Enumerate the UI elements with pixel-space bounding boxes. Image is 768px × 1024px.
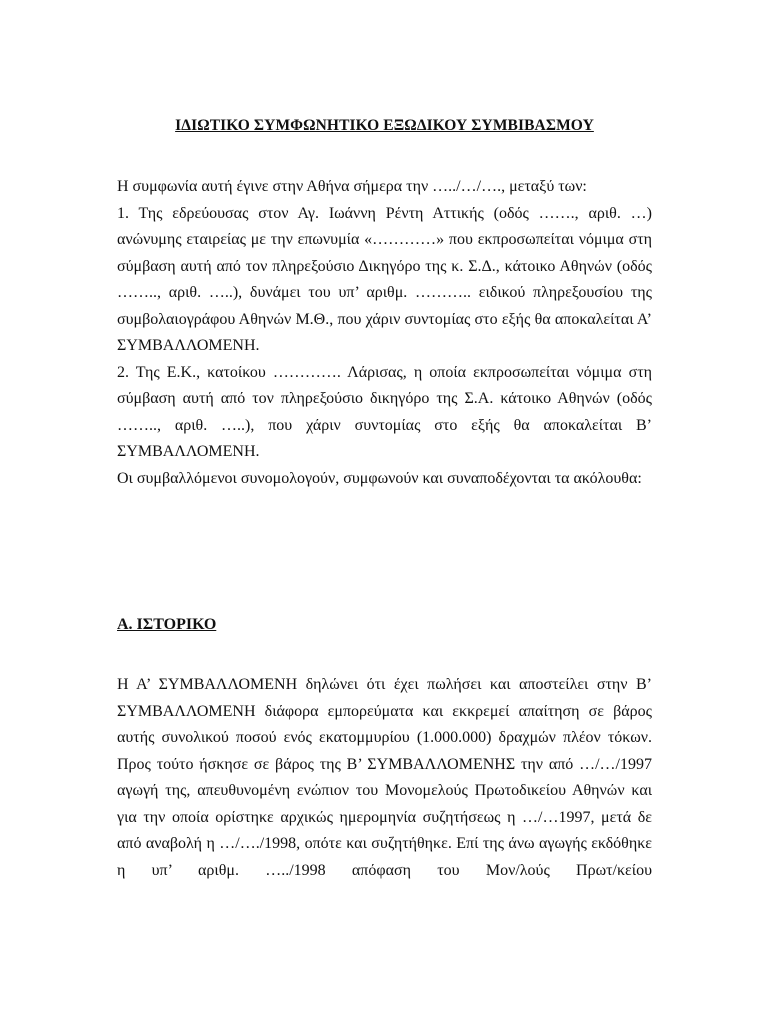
intro-paragraph: Η συμφωνία αυτή έγινε στην Αθήνα σήμερα την …../…/…., μεταξύ των: bbox=[117, 178, 587, 195]
section-a-paragraph: Η Α’ ΣΥΜΒΑΛΛΟΜΕΝΗ δηλώνει ότι έχει πωλήσει και αποστείλει στην Β’ ΣΥΜΒΑΛΛΟΜΕΝΗ διάφορα εμπορεύματα και εκκρεμεί απαίτηση σε βάρος αυτής συνολικού ποσού ενός εκατομμυρίου (1.000.000) δραχμών πλέον τόκων. Προς τούτο ήσκησε σε βάρος της Β’ ΣΥΜΒΑΛΛΟΜΕΝΗΣ την από …/…/1997 αγωγή της, απευθυνομένη ενώπιον του Μονομελούς Πρωτοδικείου Αθηνών και για την οποία ορίστηκε αρχικώς ημερομηνία συζητήσεως η …/…1997, μετά δε από αναβολή η …/…./1998, οπότε και συζητήθηκε. Επί της άνω αγωγής εκδόθηκε η υπ’ αριθμ. …../1998 απόφαση του Μον/λούς Πρωτ/κείου bbox=[117, 676, 652, 879]
party-one-paragraph: 1. Της εδρεύουσας στον Αγ. Ιωάννη Ρέντη Αττικής (οδός ……., αριθ. …) ανώνυμης εταιρείας με την επωνυμία «…………» που εκπροσωπείται νόμιμα στη σύμβαση αυτή από τον πληρεξούσιο Δικηγόρο της κ. Σ.Δ., κάτοικο Αθηνών (οδός …….., αριθ. …..), δυνάμει του υπ’ αριθμ. ……….. ειδικού πληρεξουσίου της συμβολαιογράφου Αθηνών Μ.Θ., που χάριν συντομίας στο εξής θα αποκαλείται Α’ ΣΥΜΒΑΛΛΟΜΕΝΗ. bbox=[117, 204, 652, 354]
section-a-body bbox=[117, 672, 652, 884]
document-title: ΙΔΙΩΤΙΚΟ ΣΥΜΦΩΝΗΤΙΚΟ ΕΞΩΔΙΚΟΥ ΣΥΜΒΙΒΑΣΜΟΥ bbox=[175, 117, 594, 134]
document-body bbox=[117, 174, 652, 492]
section-a-heading: Α. ΙΣΤΟΡΙΚΟ bbox=[117, 616, 217, 633]
agreement-paragraph: Οι συμβαλλόμενοι συνομολογούν, συμφωνούν και συναποδέχονται τα ακόλουθα: bbox=[117, 469, 642, 487]
party-two-paragraph: 2. Της Ε.Κ., κατοίκου …………. Λάρισας, η οποία εκπροσωπείται νόμιμα στη σύμβαση αυτή από τον πληρεξούσιο δικηγόρο της Σ.Α. κάτοικο Αθηνών (οδός …….., αριθ. …..), που χάριν συντομίας στο εξής θα αποκαλείται Β’ ΣΥΜΒΑΛΛΟΜΕΝΗ. bbox=[117, 363, 652, 460]
